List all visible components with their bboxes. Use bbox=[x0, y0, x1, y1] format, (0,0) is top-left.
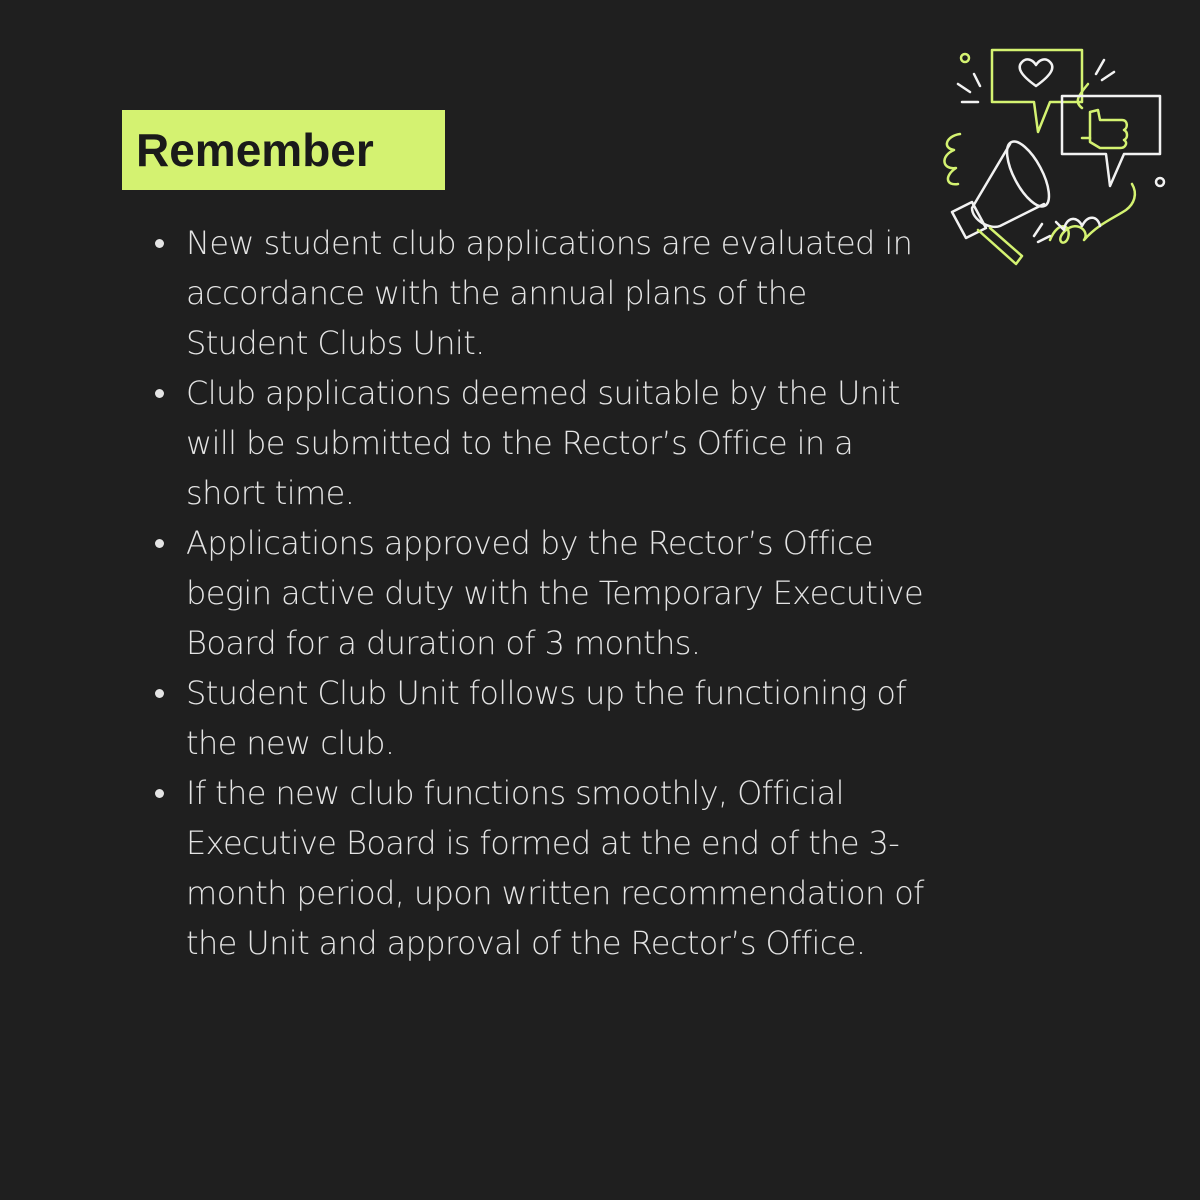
burst-lines-right-icon bbox=[1096, 60, 1114, 80]
bullet-icon bbox=[155, 389, 164, 398]
bullet-icon bbox=[155, 239, 164, 248]
list-item bbox=[186, 368, 926, 518]
remember-bullet-list bbox=[186, 218, 926, 968]
swirl-left-icon bbox=[944, 134, 960, 184]
list-item-text: Applications approved by the Rector’s Office begin active duty with the Temporary Executive Board for a duration of 3 months. bbox=[186, 524, 924, 662]
list-item bbox=[186, 668, 926, 768]
list-item-text: Club applications deemed suitable by the Unit will be submitted to the Rector’s Office in a short time. bbox=[186, 374, 900, 512]
bullet-icon bbox=[155, 789, 164, 798]
communication-illustration-svg bbox=[938, 44, 1170, 270]
megaphone-icon bbox=[952, 136, 1057, 264]
list-item bbox=[186, 768, 926, 968]
wave-line-icon bbox=[1056, 218, 1100, 230]
list-item-text: New student club applications are evaluated in accordance with the annual plans of the Student Clubs Unit. bbox=[186, 224, 913, 362]
swirl-right-icon bbox=[1050, 184, 1135, 243]
bullet-icon bbox=[155, 689, 164, 698]
burst-lines-left-icon bbox=[958, 74, 980, 102]
page-title: Remember bbox=[136, 124, 374, 176]
heart-speech-bubble-icon bbox=[992, 50, 1088, 132]
thumbs-up-speech-bubble-icon bbox=[1062, 96, 1160, 186]
list-item bbox=[186, 518, 926, 668]
small-circle-icon bbox=[1156, 178, 1164, 186]
communication-illustration bbox=[938, 44, 1170, 270]
burst-lines-bottom-icon bbox=[1034, 224, 1050, 242]
list-item-text: If the new club functions smoothly, Official Executive Board is formed at the end of the 3-month period, upon written recommendation of the Unit and approval of the Rector’s Office. bbox=[186, 774, 924, 962]
bullet-icon bbox=[155, 539, 164, 548]
list-item-text: Student Club Unit follows up the functioning of the new club. bbox=[186, 674, 907, 762]
small-circle-icon bbox=[961, 54, 969, 62]
list-item bbox=[186, 218, 926, 368]
heading-highlight bbox=[122, 110, 445, 190]
